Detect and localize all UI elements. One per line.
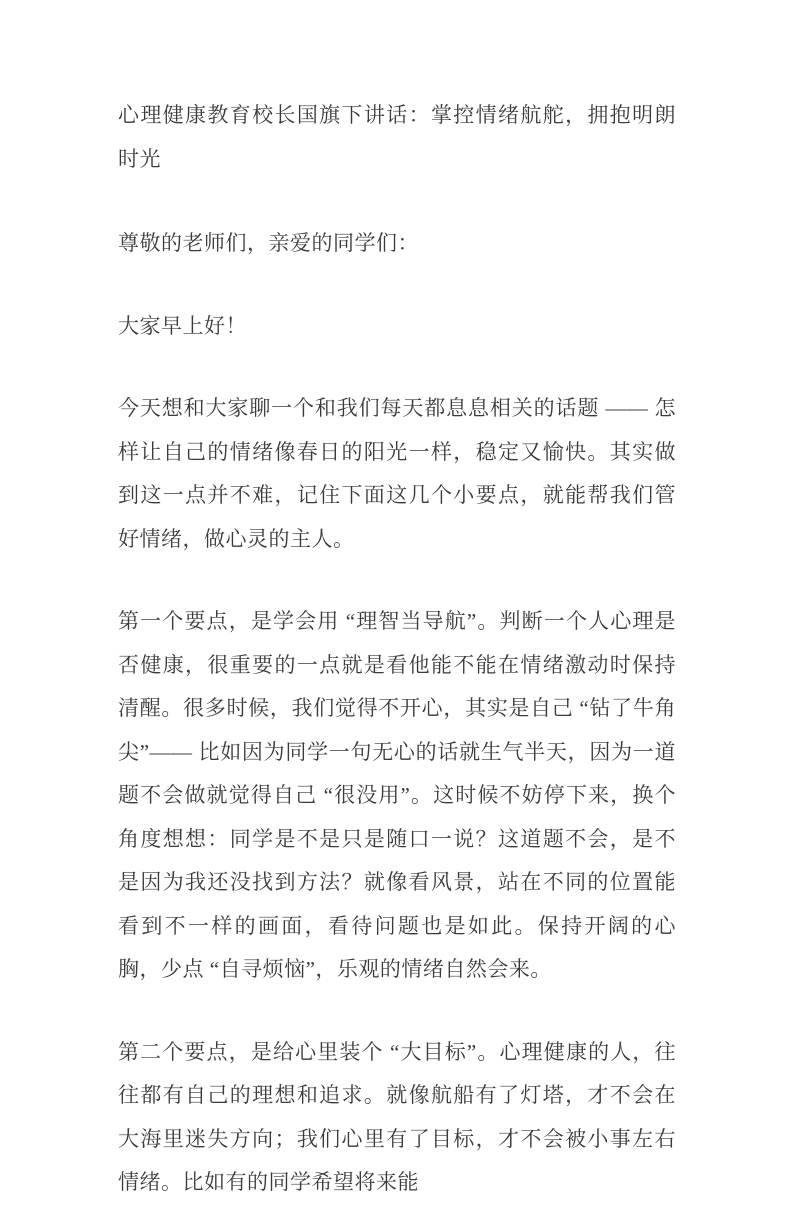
- document-title: 心理健康教育校长国旗下讲话：掌控情绪航舵，拥抱明朗时光: [118, 103, 676, 171]
- greeting-line: 大家早上好！: [118, 313, 247, 338]
- salutation-line: 尊敬的老师们，亲爱的同学们：: [118, 231, 419, 255]
- paragraph-point-2: 第二个要点，是给心里装个 “大目标”。心理健康的人，往往都有自己的理想和追求。就像航船有了灯塔，才不会在大海里迷失方向；我们心里有了目标，才不会被小事左右情绪。比如有的同学希望将来能: [118, 1039, 676, 1194]
- paragraph-point-1: 第一个要点，是学会用 “理智当导航”。判断一个人心理是否健康，很重要的一点就是看他能不能在情绪激动时保持清醒。很多时候，我们觉得不开心，其实是自己 “钻了牛角尖”—— 比如因为同学一句无心的话就生气半天，因为一道题不会做就觉得自己 “很没用”。这时候不妨停下来，换个角度想想：同学是不是只是随口一说？这道题不会，是不是因为我还没找到方法？就像看风景，站在不同的位置能看到不一样的画面，看待问题也是如此。保持开阔的心胸，少点 “自寻烦恼”，乐观的情绪自然会来。: [118, 609, 676, 981]
- paragraph-intro: 今天想和大家聊一个和我们每天都息息相关的话题 —— 怎样让自己的情绪像春日的阳光一样，稳定又愉快。其实做到这一点并不难，记住下面这几个小要点，就能帮我们管好情绪，做心灵的主人。: [118, 396, 676, 551]
